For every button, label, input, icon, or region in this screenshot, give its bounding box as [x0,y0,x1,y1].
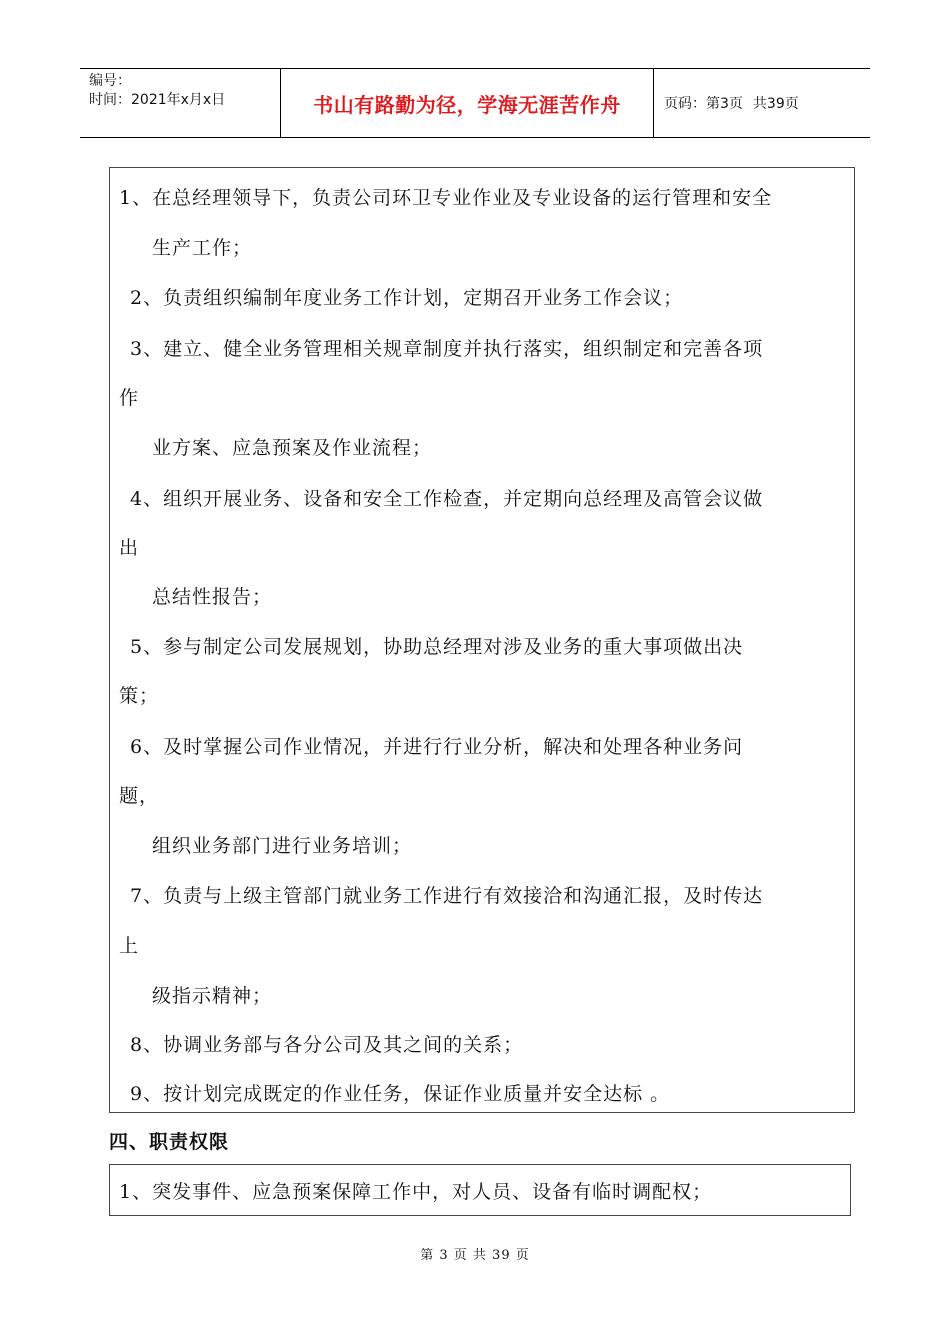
authority-line: 1、突发事件、应急预案保障工作中，对人员、设备有临时调配权； [119,1181,713,1203]
duty-line: 题， [119,785,160,807]
page-header [80,68,870,138]
duty-line: 8、协调业务部与各分公司及其之间的关系； [130,1034,524,1056]
duty-line: 5、参与制定公司发展规划，协助总经理对涉及业务的重大事项做出决 [130,636,744,658]
page-footer: 第 3 页 共 39 页 [420,1248,530,1263]
document-number-label: 编号： [89,73,131,89]
duty-line: 总结性报告； [152,586,273,608]
header-meta [80,69,281,137]
duty-line: 上 [119,935,140,957]
header-page-info [654,69,870,137]
duty-line: 1、在总经理领导下，负责公司环卫专业作业及专业设备的运行管理和安全 [119,187,773,209]
page-number-label: 页码：第3页 [664,96,743,112]
duty-line: 生产工作； [152,237,253,259]
duty-line: 6、及时掌握公司作业情况，并进行行业分析，解决和处理各种业务问 [130,736,744,758]
duty-line: 出 [119,537,140,559]
duty-line: 组织业务部门进行业务培训； [152,835,413,857]
duty-line: 业方案、应急预案及作业流程； [152,437,433,459]
section-title-authority: 四、职责权限 [109,1131,230,1153]
duty-line: 级指示精神； [152,985,273,1007]
duties-box [109,167,855,1113]
duty-line: 9、按计划完成既定的作业任务，保证作业质量并安全达标 。 [130,1083,671,1105]
page-total-label: 共39页 [752,96,799,112]
authority-box [109,1164,851,1216]
duty-line: 作 [119,387,140,409]
duty-line: 2、负责组织编制年度业务工作计划，定期召开业务工作会议； [130,287,684,309]
duty-line: 7、负责与上级主管部门就业务工作进行有效接洽和沟通汇报，及时传达 [130,885,764,907]
document-time-label: 时间：2021年x月x日 [89,92,226,108]
duty-line: 4、组织开展业务、设备和安全工作检查，并定期向总经理及高管会议做 [130,488,764,510]
duty-line: 3、建立、健全业务管理相关规章制度并执行落实，组织制定和完善各项 [130,338,764,360]
duty-line: 策； [119,685,160,707]
header-motto: 书山有路勤为径，学海无涯苦作舟 [281,69,654,137]
